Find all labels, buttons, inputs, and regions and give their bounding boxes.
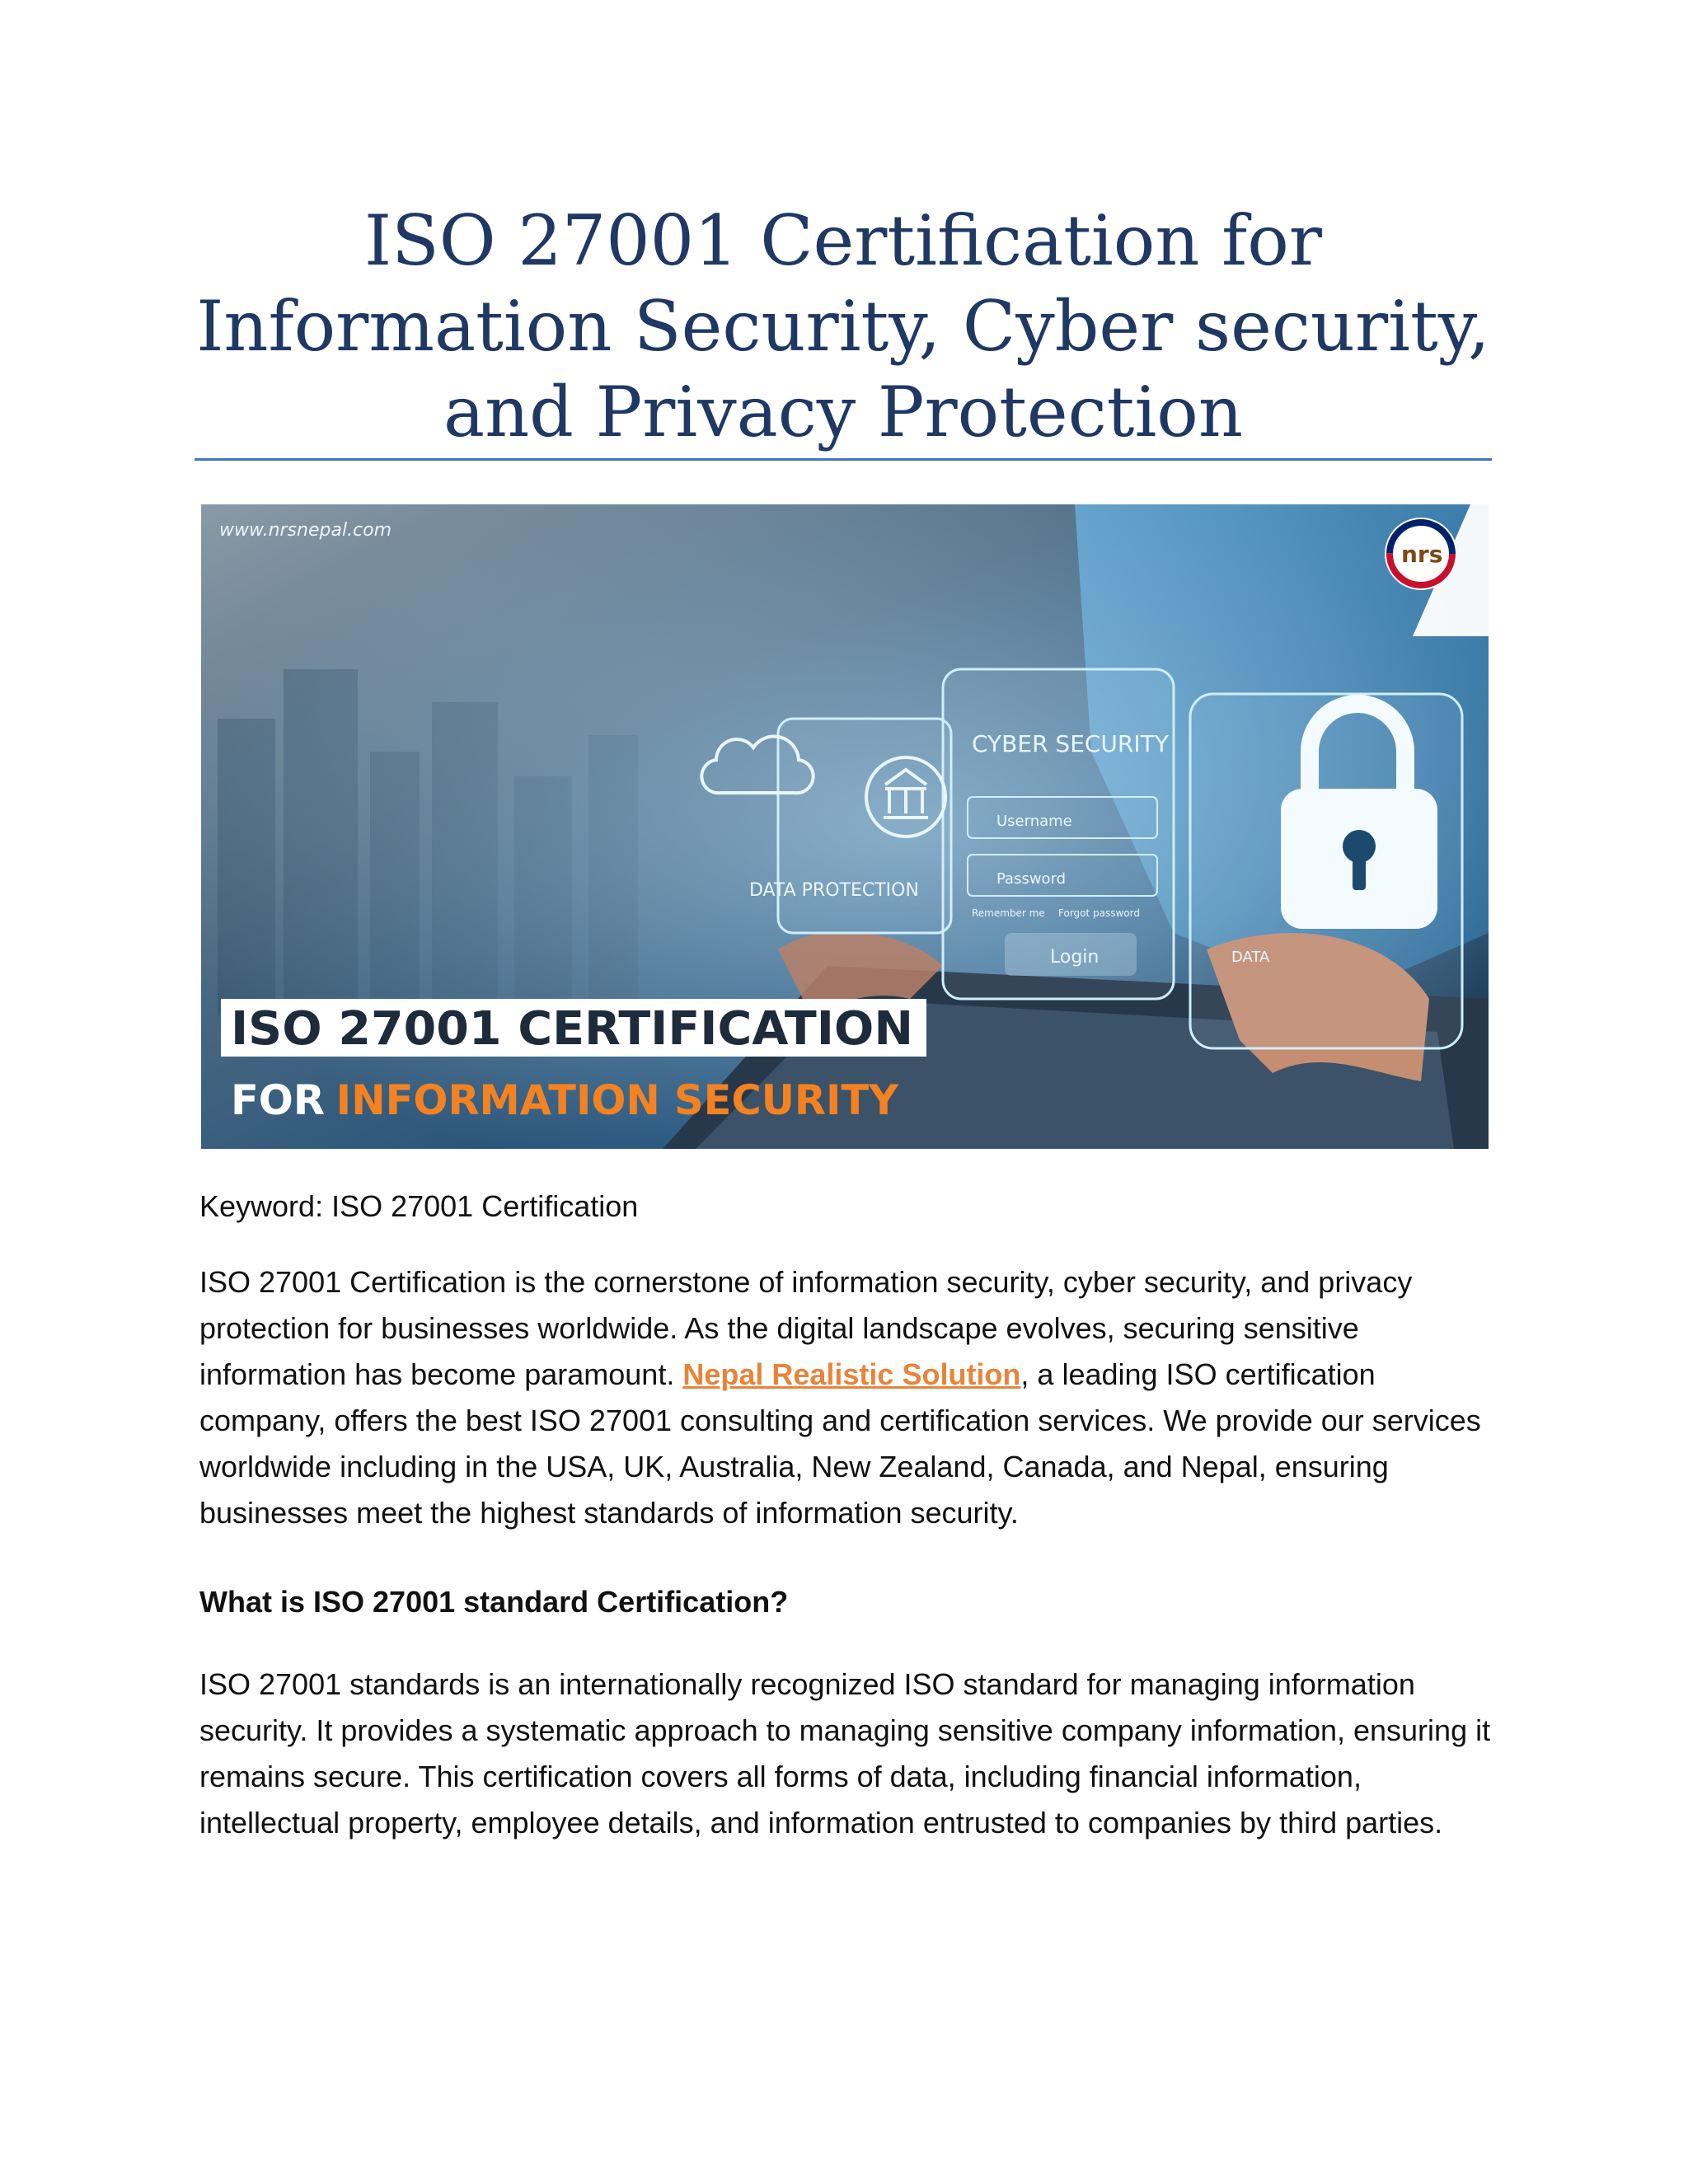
hero-password-label: Password <box>996 870 1067 888</box>
hero-data-label: DATA <box>1231 949 1270 966</box>
hero-forgot-label: Forgot password <box>1058 907 1140 919</box>
hero-username-label: Username <box>996 813 1072 830</box>
hero-image <box>201 504 1489 1149</box>
hero-banner-line1: ISO 27001 CERTIFICATION <box>231 1002 913 1056</box>
title-underline-rule <box>195 458 1492 461</box>
hero-remember-label: Remember me <box>972 907 1045 919</box>
hero-data-protection-label: DATA PROTECTION <box>749 880 919 901</box>
hero-cyber-security-label: CYBER SECURITY <box>972 730 1169 757</box>
intro-text-after: , a leading ISO certification company, offers the best ISO 27001 consulting and certification services. We provide our services worldwide including in the USA, UK, Australia, New Zealand, Canada, and Nepal, ensuring businesses meet the highest standards of information security. <box>199 1357 1481 1530</box>
section-heading: What is ISO 27001 standard Certification? <box>199 1585 789 1619</box>
hero-watermark-url: www.nrsnepal.com <box>219 520 392 541</box>
intro-paragraph <box>199 1259 1502 1536</box>
hero-banner-for: FOR <box>231 1076 326 1124</box>
keyword-line: Keyword: ISO 27001 Certification <box>199 1189 639 1223</box>
section-body: ISO 27001 standards is an internationally recognized ISO standard for managing information security. It provides a systematic approach to managing sensitive company information, ensuring it remains secure. This certification covers all forms of data, including financial information, intellectual property, employee details, and information entrusted to companies by third parties. <box>199 1667 1491 1840</box>
nepal-realistic-solution-link[interactable]: Nepal Realistic Solution <box>682 1357 1021 1391</box>
logo-text: nrs <box>1401 541 1443 568</box>
hero-banner-highlight: INFORMATION SECURITY <box>335 1076 905 1124</box>
intro-text-before: ISO 27001 Certification is the cornerstone of information security, cyber security, and privacy protection for businesses worldwide. As the digital landscape evolves, securing sensitive information has become paramount. <box>199 1265 1413 1391</box>
page-title: ISO 27001 Certification for Information Security, Cyber security, and Privacy Protection <box>196 200 1490 452</box>
hero-login-label: Login <box>1050 947 1100 968</box>
